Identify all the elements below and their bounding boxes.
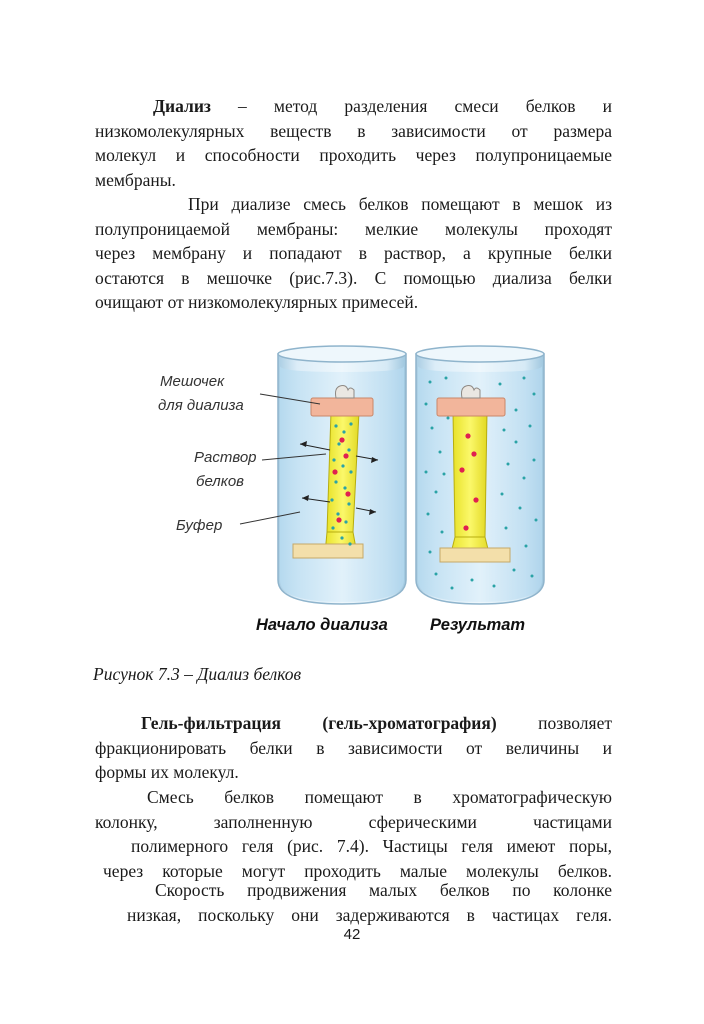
gel-p3-line-2: низкая, поскольку они задерживаются в частицах геля.	[127, 904, 612, 925]
dialysis-p2-line-5: очищают от низкомолекулярных примесей.	[95, 292, 419, 313]
dialysis-paragraph-2	[95, 192, 612, 315]
gel-line-2: фракционировать белки в зависимости от величины и	[95, 737, 612, 758]
gel-p2-line-1: Смесь белков помещают в хроматографическую	[147, 787, 612, 807]
dialysis-figure	[150, 332, 620, 642]
title-start: Начало диализа	[256, 616, 388, 634]
gel-p2-line-4: через которые могут проходить малые молекулы белков.	[103, 860, 612, 881]
dialysis-line-1: Диализ – метод разделения смеси белков и	[153, 96, 612, 116]
cylinder-result	[416, 346, 544, 604]
label-bag-line-2: для диализа	[158, 397, 244, 414]
title-result: Результат	[430, 616, 526, 634]
gel-p2-line-3: полимерного геля (рис. 7.4). Частицы геля имеют поры,	[131, 836, 612, 857]
gel-paragraph	[95, 711, 612, 785]
label-solution-line-2: белков	[196, 473, 244, 490]
gel-term: Гель-фильтрация (гель-хроматография)	[141, 713, 497, 733]
gel-line-3: формы их молекул.	[95, 762, 239, 783]
page-number: 42	[343, 926, 361, 943]
gel-p3-line-1: Скорость продвижения малых белков по колонке	[155, 880, 612, 900]
dialysis-term: Диализ	[153, 96, 211, 116]
cylinder-start	[240, 346, 406, 604]
dialysis-line-2: низкомолекулярных веществ в зависимости от размера	[95, 120, 612, 141]
dialysis-p2-line-2: полупроницаемой мембраны: мелкие молекулы проходят	[95, 218, 612, 239]
gel-paragraph-2	[95, 785, 612, 883]
label-bag-line-1: Мешочек	[160, 373, 225, 390]
label-solution-line-1: Раствор	[194, 449, 257, 466]
dialysis-line-4: мембраны.	[95, 169, 176, 190]
gel-paragraph-3	[127, 878, 612, 927]
dialysis-p2-line-4: остаются в мешочке (рис.7.3). С помощью диализа белки	[95, 267, 612, 288]
gel-line-1: Гель-фильтрация (гель-хроматография) позволяет	[141, 713, 612, 733]
figure-caption: Рисунок 7.3 – Диализ белков	[93, 664, 302, 684]
gel-p2-line-2: колонку, заполненную сферическими частицами	[95, 811, 612, 832]
dialysis-paragraph	[95, 94, 612, 192]
dialysis-line-3: молекул и способности проходить через полупроницаемые	[95, 145, 612, 166]
dialysis-p2-line-1: При диализе смесь белков помещают в мешок из	[188, 194, 612, 214]
label-buffer: Буфер	[176, 517, 223, 534]
dialysis-p2-line-3: через мембрану и попадают в раствор, а крупные белки	[95, 243, 612, 264]
